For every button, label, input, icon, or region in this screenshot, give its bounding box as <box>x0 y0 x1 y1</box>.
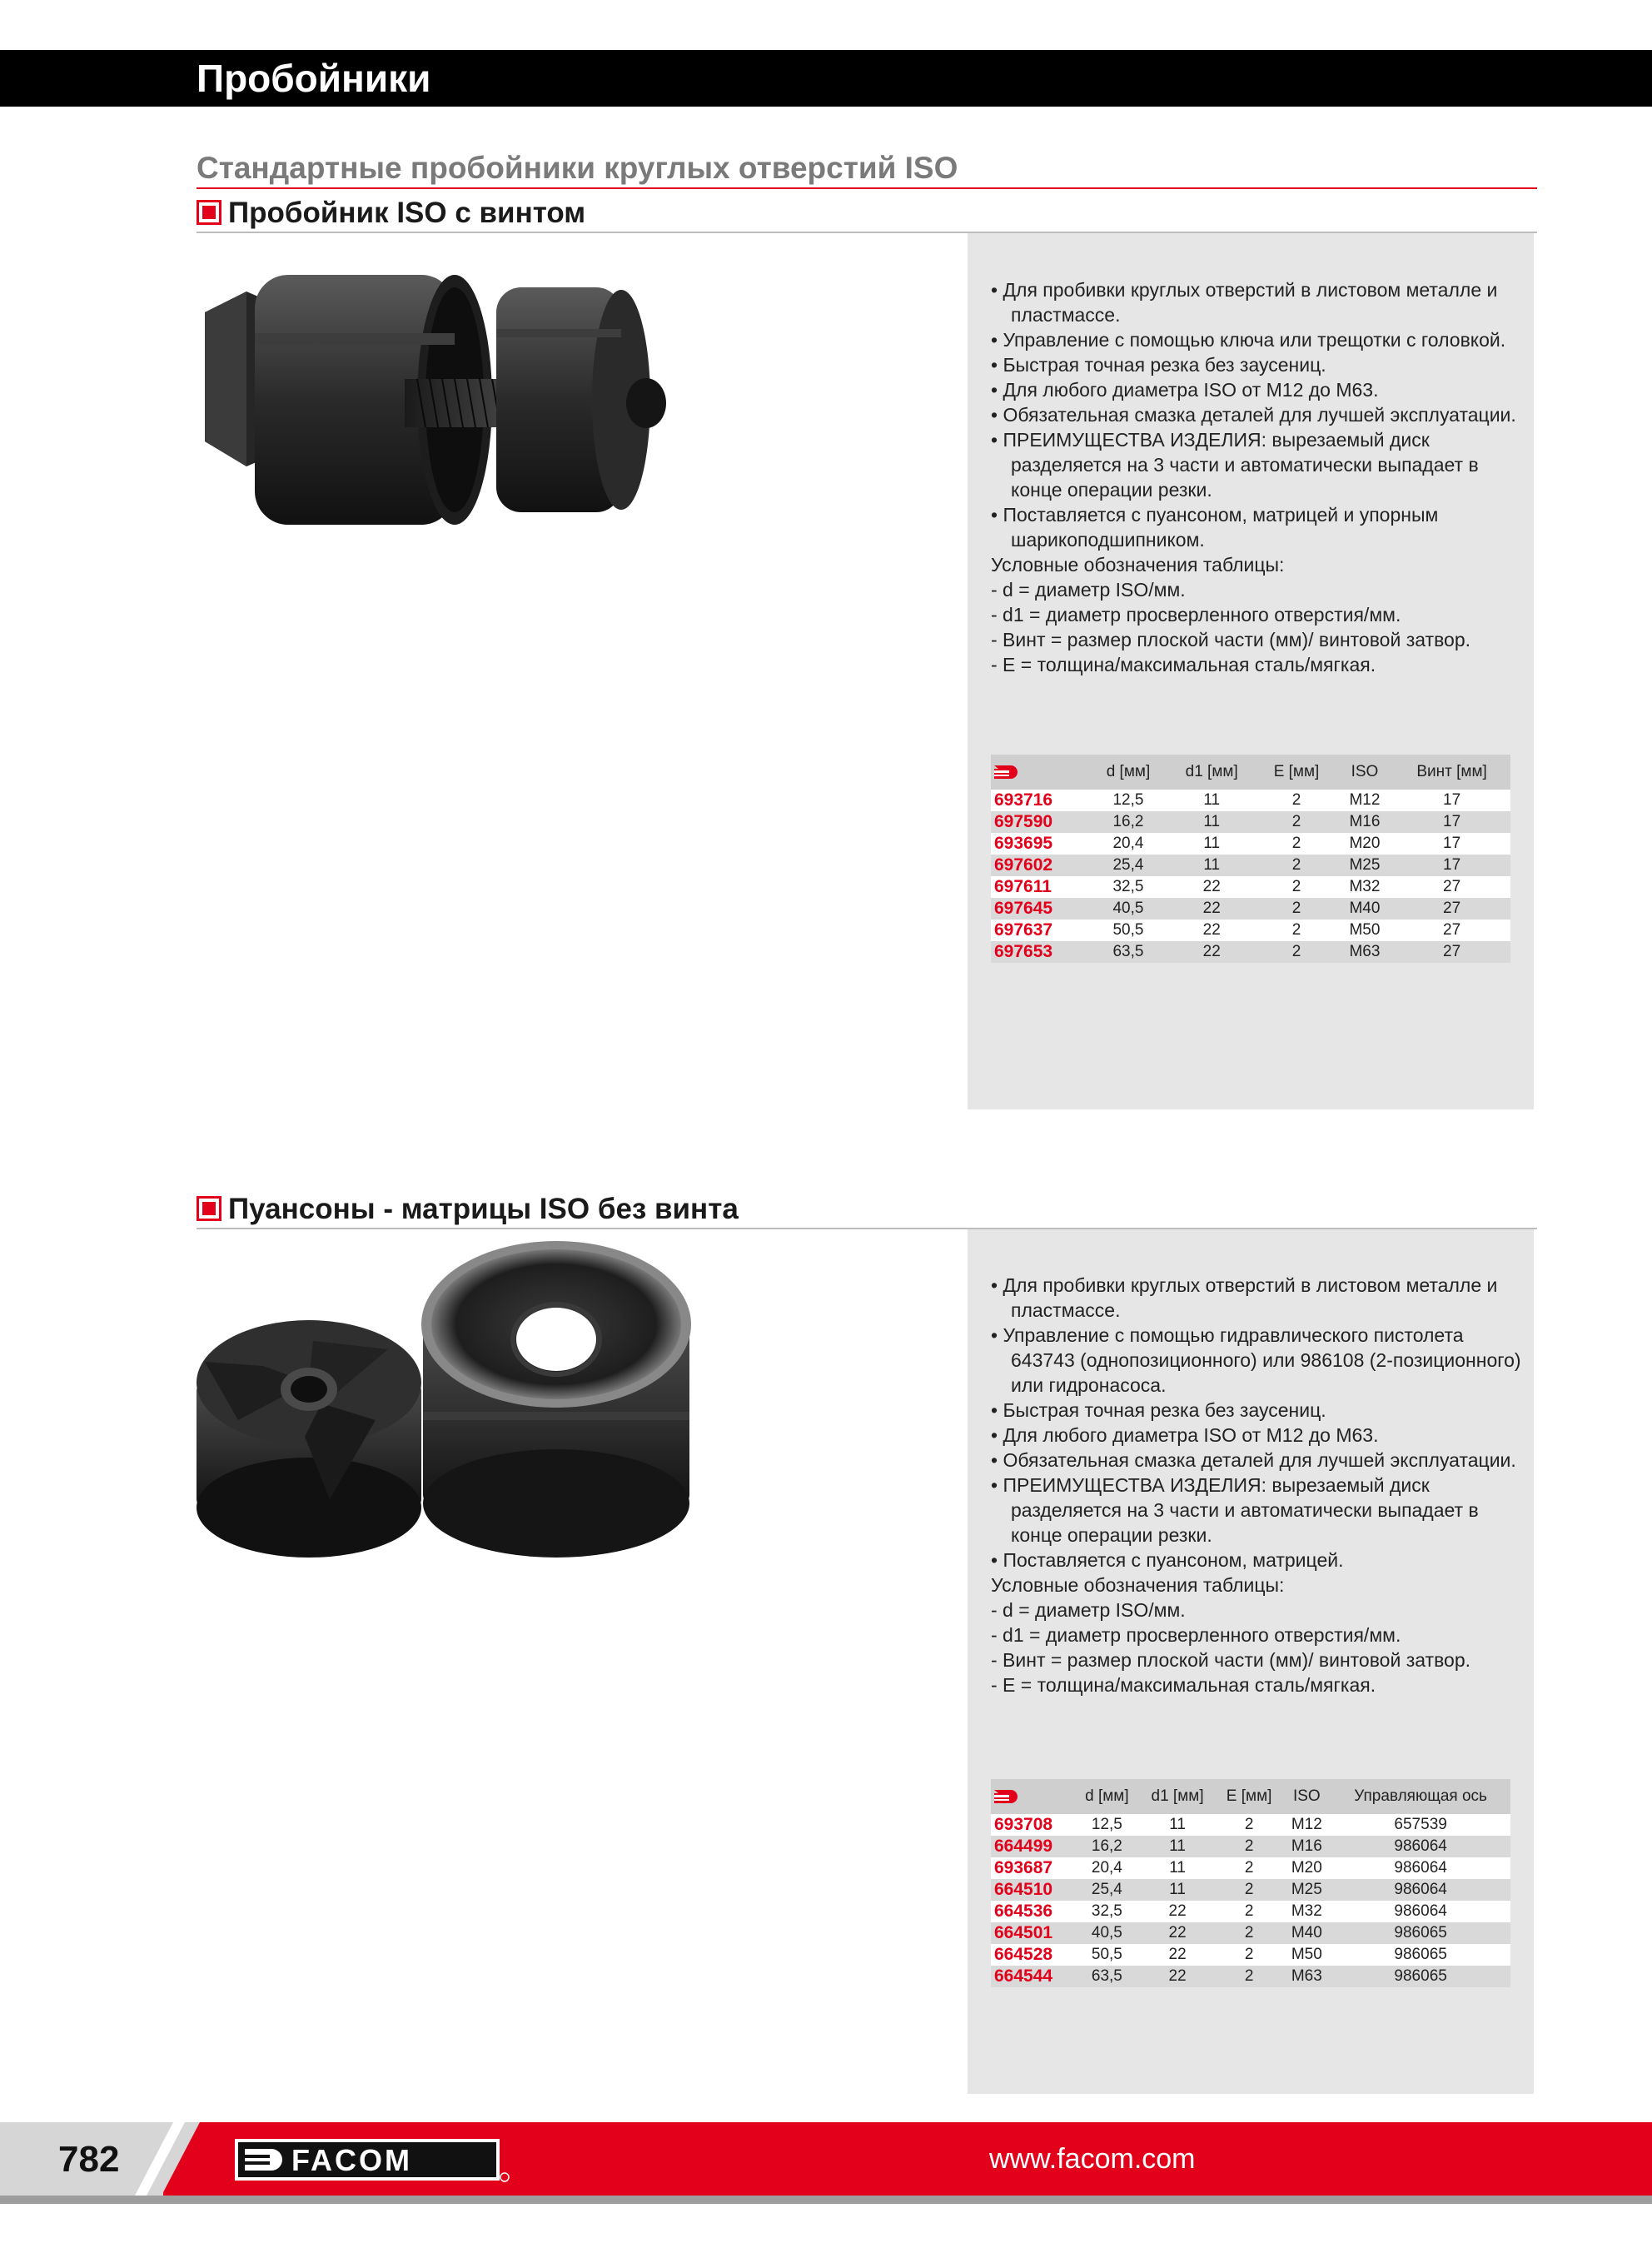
feature-item: • Обязательная смазка деталей для лучшей эксплуатации. <box>991 404 1516 426</box>
table-row <box>991 790 1510 811</box>
footer-bottom-strip <box>0 2196 1652 2204</box>
table-row <box>991 1922 1510 1944</box>
col-header: d1 [мм] <box>1167 755 1256 790</box>
cell: 986064 <box>1331 1879 1510 1901</box>
cell: M40 <box>1282 1922 1331 1944</box>
legend-line: - Винт = размер плоской части (мм)/ винтовой затвор. <box>991 629 1471 650</box>
table-row <box>991 1836 1510 1857</box>
bullet-square-icon <box>197 1196 221 1221</box>
feature-item: • Поставляется с пуансоном, матрицей и упорным шарикоподшипником. <box>991 504 1439 551</box>
cell: 2 <box>1216 1879 1283 1901</box>
table-row <box>991 920 1510 941</box>
cell: 17 <box>1393 855 1510 876</box>
page-number: 782 <box>58 2139 120 2180</box>
block1-title: Пробойник ISO с винтом <box>228 197 586 229</box>
cell: 32,5 <box>1090 876 1167 898</box>
cell: 16,2 <box>1090 811 1167 833</box>
col-header: d1 [мм] <box>1139 1779 1215 1814</box>
block1-description <box>991 277 1524 677</box>
feature-item: • Быстрая точная резка без заусениц. <box>991 1399 1326 1421</box>
cell: 2 <box>1256 898 1336 920</box>
cell: M20 <box>1282 1857 1331 1879</box>
cell: 986065 <box>1331 1922 1510 1944</box>
feature-item: • Для пробивки круглых отверстий в листовом металле и пластмассе. <box>991 1274 1498 1321</box>
cell: 50,5 <box>1074 1944 1139 1966</box>
legend-line: - E = толщина/максимальная сталь/мягкая. <box>991 1674 1376 1696</box>
cell: M12 <box>1336 790 1393 811</box>
legend-line: Условные обозначения таблицы: <box>991 554 1285 576</box>
cell: M32 <box>1336 876 1393 898</box>
cell: 11 <box>1139 1857 1215 1879</box>
cell: 22 <box>1139 1901 1215 1922</box>
cell: 2 <box>1256 920 1336 941</box>
cell: 32,5 <box>1074 1901 1139 1922</box>
facom-wordmark: FACOM <box>291 2143 412 2177</box>
cell: 2 <box>1216 1901 1283 1922</box>
cell: 11 <box>1167 790 1256 811</box>
cell: 22 <box>1167 898 1256 920</box>
facom-arrow-icon <box>991 755 1090 790</box>
cell: 2 <box>1216 1814 1283 1836</box>
cell: 11 <box>1139 1836 1215 1857</box>
cell: 986065 <box>1331 1944 1510 1966</box>
table-row <box>991 855 1510 876</box>
cell: 2 <box>1216 1944 1283 1966</box>
table-row <box>991 1901 1510 1922</box>
part-number: 664544 <box>991 1966 1074 1987</box>
block2-heading <box>197 1193 739 1226</box>
cell: 25,4 <box>1090 855 1167 876</box>
cell: 63,5 <box>1090 941 1167 963</box>
feature-item: • Для любого диаметра ISO от M12 до M63. <box>991 379 1379 401</box>
section-title: Стандартные пробойники круглых отверстий ISO <box>197 151 958 185</box>
part-number: 664510 <box>991 1879 1074 1901</box>
facom-arrow-icon <box>991 1779 1074 1814</box>
cell: M20 <box>1336 833 1393 855</box>
cell: 986065 <box>1331 1966 1510 1987</box>
part-number: 697637 <box>991 920 1090 941</box>
table-row <box>991 1966 1510 1987</box>
cell: 17 <box>1393 811 1510 833</box>
feature-item: • Для пробивки круглых отверстий в листовом металле и пластмассе. <box>991 279 1498 326</box>
cell: 22 <box>1139 1944 1215 1966</box>
cell: M32 <box>1282 1901 1331 1922</box>
cell: 22 <box>1139 1922 1215 1944</box>
section-divider <box>197 187 1537 189</box>
cell: 17 <box>1393 833 1510 855</box>
part-number: 664528 <box>991 1944 1074 1966</box>
legend-line: - d = диаметр ISO/мм. <box>991 1599 1186 1621</box>
footer-slash <box>125 2122 200 2196</box>
cell: 22 <box>1167 920 1256 941</box>
cell: M40 <box>1336 898 1393 920</box>
cell: 11 <box>1167 833 1256 855</box>
cell: M16 <box>1336 811 1393 833</box>
part-number: 697590 <box>991 811 1090 833</box>
cell: 16,2 <box>1074 1836 1139 1857</box>
col-header: ISO <box>1336 755 1393 790</box>
table-row <box>991 1879 1510 1901</box>
legend-line: - d = диаметр ISO/мм. <box>991 579 1186 601</box>
table-row <box>991 876 1510 898</box>
table-row <box>991 941 1510 963</box>
feature-item: • ПРЕИМУЩЕСТВА ИЗДЕЛИЯ: вырезаемый диск разделяется на 3 части и автоматически выпадает в конце операции резки. <box>991 429 1479 501</box>
cell: 2 <box>1216 1857 1283 1879</box>
legend-line: Условные обозначения таблицы: <box>991 1574 1285 1596</box>
cell: 11 <box>1139 1879 1215 1901</box>
cell: 22 <box>1167 941 1256 963</box>
cell: M63 <box>1282 1966 1331 1987</box>
part-number: 697653 <box>991 941 1090 963</box>
col-header: Винт [мм] <box>1393 755 1510 790</box>
cell: 12,5 <box>1074 1814 1139 1836</box>
col-header: ISO <box>1282 1779 1331 1814</box>
cell: 27 <box>1393 920 1510 941</box>
cell: 11 <box>1139 1814 1215 1836</box>
table-row <box>991 898 1510 920</box>
part-number: 697645 <box>991 898 1090 920</box>
table-row <box>991 1944 1510 1966</box>
table-row <box>991 811 1510 833</box>
legend-line: - d1 = диаметр просверленного отверстия/мм. <box>991 604 1401 626</box>
col-header: E [мм] <box>1256 755 1336 790</box>
part-number: 664499 <box>991 1836 1074 1857</box>
cell: 2 <box>1256 876 1336 898</box>
cell: 11 <box>1167 811 1256 833</box>
part-number: 697611 <box>991 876 1090 898</box>
feature-item: • Быстрая точная резка без заусениц. <box>991 354 1326 376</box>
cell: 40,5 <box>1074 1922 1139 1944</box>
cell: 22 <box>1167 876 1256 898</box>
cell: 27 <box>1393 941 1510 963</box>
page-category-title: Пробойники <box>197 57 431 100</box>
cell: 22 <box>1139 1966 1215 1987</box>
block2-description <box>991 1273 1524 1697</box>
cell: 27 <box>1393 876 1510 898</box>
cell: 2 <box>1256 790 1336 811</box>
bullet-square-icon <box>197 200 221 225</box>
cell: 25,4 <box>1074 1879 1139 1901</box>
header-bar <box>0 50 1652 107</box>
cell: M50 <box>1282 1944 1331 1966</box>
cell: 2 <box>1216 1836 1283 1857</box>
cell: 50,5 <box>1090 920 1167 941</box>
cell: M25 <box>1336 855 1393 876</box>
cell: 2 <box>1216 1922 1283 1944</box>
cell: 63,5 <box>1074 1966 1139 1987</box>
cell: M12 <box>1282 1814 1331 1836</box>
part-number: 693687 <box>991 1857 1074 1879</box>
cell: M63 <box>1336 941 1393 963</box>
cell: 20,4 <box>1074 1857 1139 1879</box>
cell: 11 <box>1167 855 1256 876</box>
legend-line: - E = толщина/максимальная сталь/мягкая. <box>991 654 1376 675</box>
legend-line: - Винт = размер плоской части (мм)/ винтовой затвор. <box>991 1649 1471 1671</box>
part-number: 664501 <box>991 1922 1074 1944</box>
cell: 2 <box>1256 811 1336 833</box>
website-link[interactable]: www.facom.com <box>989 2143 1196 2175</box>
block1-spec-table <box>991 755 1510 963</box>
cell: 657539 <box>1331 1814 1510 1836</box>
block2-spec-table <box>991 1779 1510 1987</box>
cell: M50 <box>1336 920 1393 941</box>
cell: M16 <box>1282 1836 1331 1857</box>
cell: 20,4 <box>1090 833 1167 855</box>
cell: 17 <box>1393 790 1510 811</box>
cell: M25 <box>1282 1879 1331 1901</box>
part-number: 693716 <box>991 790 1090 811</box>
cell: 2 <box>1216 1966 1283 1987</box>
block1-heading <box>197 197 585 230</box>
block2-title: Пуансоны - матрицы ISO без винта <box>228 1193 739 1225</box>
facom-logo <box>235 2134 510 2184</box>
feature-item: • Для любого диаметра ISO от M12 до M63. <box>991 1424 1379 1446</box>
feature-item: • ПРЕИМУЩЕСТВА ИЗДЕЛИЯ: вырезаемый диск разделяется на 3 части и автоматически выпадает в конце операции резки. <box>991 1474 1479 1546</box>
cell: 2 <box>1256 855 1336 876</box>
cell: 986064 <box>1331 1836 1510 1857</box>
part-number: 697602 <box>991 855 1090 876</box>
feature-item: • Поставляется с пуансоном, матрицей. <box>991 1549 1344 1571</box>
col-header: d [мм] <box>1074 1779 1139 1814</box>
punch-with-screw-image <box>197 242 671 546</box>
cell: 2 <box>1256 833 1336 855</box>
feature-item: • Управление с помощью ключа или трещотки с головкой. <box>991 329 1506 351</box>
feature-item: • Управление с помощью гидравлического пистолета 643743 (однопозиционного) или 986108 (2-позиционного) или гидронасоса. <box>991 1324 1521 1396</box>
col-header: Управляющая ось <box>1331 1779 1510 1814</box>
cell: 2 <box>1256 941 1336 963</box>
col-header: E [мм] <box>1216 1779 1283 1814</box>
part-number: 693708 <box>991 1814 1074 1836</box>
col-header: d [мм] <box>1090 755 1167 790</box>
cell: 27 <box>1393 898 1510 920</box>
part-number: 664536 <box>991 1901 1074 1922</box>
part-number: 693695 <box>991 833 1090 855</box>
table-row <box>991 1857 1510 1879</box>
table-row <box>991 833 1510 855</box>
cell: 986064 <box>1331 1857 1510 1879</box>
table-row <box>991 1814 1510 1836</box>
cell: 40,5 <box>1090 898 1167 920</box>
legend-line: - d1 = диаметр просверленного отверстия/мм. <box>991 1624 1401 1646</box>
punch-and-die-image <box>197 1241 713 1570</box>
feature-item: • Обязательная смазка деталей для лучшей эксплуатации. <box>991 1449 1516 1471</box>
cell: 986064 <box>1331 1901 1510 1922</box>
cell: 12,5 <box>1090 790 1167 811</box>
